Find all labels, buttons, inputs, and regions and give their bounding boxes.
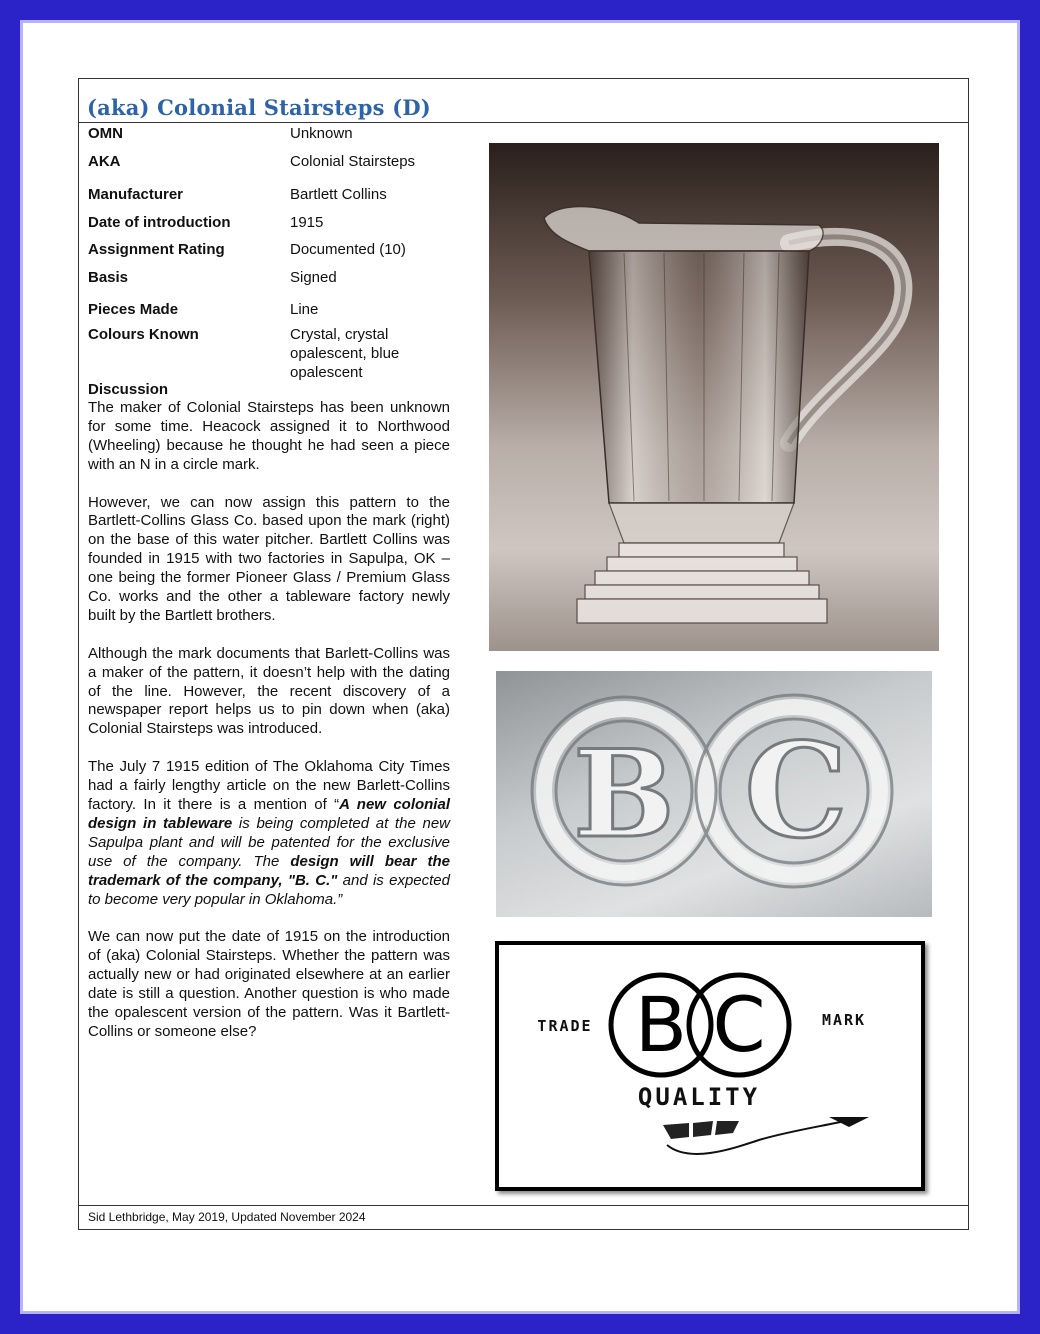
- discussion-heading: Discussion: [88, 381, 169, 398]
- field-value: Documented (10): [290, 241, 406, 258]
- mark-letter-b: B: [573, 724, 675, 865]
- logo-quality-text: QUALITY: [637, 1083, 761, 1111]
- field-value: Signed: [290, 269, 337, 286]
- quote-intro: The July 7 1915 edition of The Oklahoma City Times had a fairly lengthy article on the new Barlett-Collins factory. In it there is a mention of “: [88, 758, 450, 813]
- field-value: Line: [290, 301, 319, 318]
- discussion-paragraph-quote: [88, 758, 450, 909]
- base-mark-photo: [496, 671, 932, 917]
- discussion-paragraph: Although the mark documents that Barlett-Collins was a maker of the pattern, it doesn’t help with the dating of the line. However, the recent discovery of a newspaper report helps us to pin down when (aka) Colonial Stairsteps was introduced.: [88, 644, 450, 738]
- field-value: Bartlett Collins: [290, 186, 387, 203]
- logo-trade-text: TRADE: [537, 1017, 593, 1035]
- document-sheet: [78, 78, 969, 1230]
- logo-mark-text: MARK: [821, 1011, 867, 1029]
- page-title: (aka) Colonial Stairsteps (D): [87, 95, 431, 120]
- field-label: Basis: [88, 269, 129, 286]
- quote-bold: A new colonial design in tableware: [88, 795, 450, 832]
- field-label: Colours Known: [88, 326, 199, 343]
- discussion-paragraph: However, we can now assign this pattern to the Bartlett-Collins Glass Co. based upon the mark (right) on the base of this water pitcher. Bartlett Collins was founded in 1915 with two factories in Sapulpa, OK – one being the former Pioneer Glass / Premium Glass Co. works and the other a tableware factory newly built by the Bartlett brothers.: [88, 493, 450, 624]
- field-value: Colonial Stairsteps: [290, 153, 416, 170]
- quote-text: is being completed at the new Sapulpa plant and will be patented for the exclusive use of the company. The: [88, 814, 450, 870]
- footer-credit: Sid Lethbridge, May 2019, Updated November 2024: [88, 1210, 366, 1224]
- field-label: OMN: [88, 125, 123, 142]
- discussion-text: [88, 399, 450, 1061]
- discussion-paragraph: The maker of Colonial Stairsteps has been unknown for some time. Heacock assigned it to Northwood (Wheeling) because he thought he had seen a piece with an N in a circle mark.: [88, 399, 450, 473]
- field-value: Crystal, crystal opalescent, blue opalescent: [290, 326, 400, 381]
- field-label: Date of introduction: [88, 214, 231, 231]
- logo-letter-b: B: [634, 980, 688, 1069]
- footer-divider: [79, 1205, 968, 1206]
- field-value: Unknown: [290, 125, 353, 142]
- field-label: AKA: [88, 153, 121, 170]
- field-value: 1915: [290, 214, 324, 231]
- quote-bold: design will bear the trademark of the company, "B. C.": [88, 852, 450, 889]
- pitcher-photo: [489, 143, 939, 651]
- field-label: Pieces Made: [88, 301, 179, 318]
- field-label: Manufacturer: [88, 186, 184, 203]
- title-divider: [79, 122, 968, 123]
- logo-letter-c: C: [712, 980, 766, 1069]
- trademark-logo: [495, 941, 925, 1191]
- mark-letter-c: C: [744, 714, 848, 867]
- field-label: Assignment Rating: [88, 241, 225, 258]
- quote-text: and is expected to become very popular in Oklahoma.”: [88, 871, 450, 908]
- discussion-paragraph: We can now put the date of 1915 on the introduction of (aka) Colonial Stairsteps. Whether the pattern was actually new or had originated elsewhere at an earlier date is still a question. Another question is who made the opalescent version of the pattern. Was it Bartlett-Collins or someone else?: [88, 928, 450, 1040]
